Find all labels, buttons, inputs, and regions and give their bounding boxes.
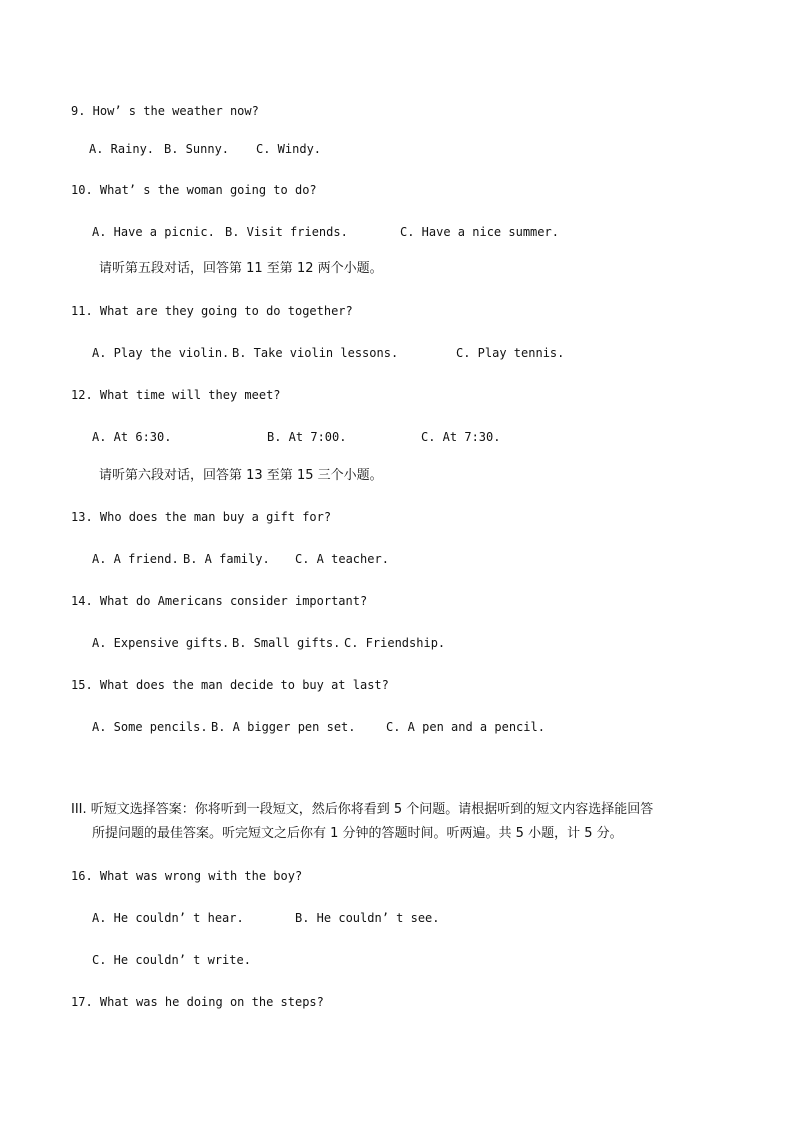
options-9 (0, 141, 794, 157)
option-16c: C. He couldn’ t write. (92, 953, 251, 967)
option-12a: A. At 6:30. (92, 430, 172, 444)
option-14b: B. Small gifts. (232, 636, 341, 650)
option-15c: C. A pen and a pencil. (386, 720, 545, 734)
option-12b: B. At 7:00. (267, 430, 347, 444)
question-16: 16. What was wrong with the boy? (71, 869, 303, 883)
options-11 (0, 345, 794, 361)
option-10c: C. Have a nice summer. (400, 225, 559, 239)
question-15: 15. What does the man decide to buy at last? (71, 678, 389, 692)
option-15a: A. Some pencils. (92, 720, 208, 734)
option-9c: C. Windy. (256, 142, 322, 156)
option-16b: B. He couldn’ t see. (295, 911, 440, 925)
question-10: 10. What’ s the woman going to do? (71, 183, 317, 197)
options-13 (0, 551, 794, 567)
option-11a: A. Play the violin. (92, 346, 230, 360)
option-16a: A. He couldn’ t hear. (92, 911, 244, 925)
option-13c: C. A teacher. (295, 552, 389, 566)
option-9b: B. Sunny. (164, 142, 230, 156)
option-14a: A. Expensive gifts. (92, 636, 230, 650)
instruction-dialog-5: 请听第五段对话，回答第 11 至第 12 两个小题。 (99, 261, 383, 276)
section-3-instruction-line-1: III. 听短文选择答案：你将听到一段短文，然后你将看到 5 个问题。请根据听到的短文内容选择能回答 (71, 802, 654, 817)
option-12c: C. At 7:30. (421, 430, 501, 444)
options-16 (0, 910, 794, 926)
option-10a: A. Have a picnic. (92, 225, 215, 239)
options-15 (0, 719, 794, 735)
options-14 (0, 635, 794, 651)
question-11: 11. What are they going to do together? (71, 304, 353, 318)
options-12 (0, 429, 794, 445)
question-14: 14. What do Americans consider important? (71, 594, 368, 608)
option-15b: B. A bigger pen set. (211, 720, 356, 734)
question-13: 13. Who does the man buy a gift for? (71, 510, 332, 524)
options-10 (0, 224, 794, 240)
question-17: 17. What was he doing on the steps? (71, 995, 324, 1009)
option-13b: B. A family. (183, 552, 270, 566)
option-9a: A. Rainy. (89, 142, 155, 156)
option-14c: C. Friendship. (344, 636, 446, 650)
section-3-instruction-line-2: 所提问题的最佳答案。听完短文之后你有 1 分钟的答题时间。听两遍。共 5 小题，计 5 分。 (92, 826, 623, 841)
option-11c: C. Play tennis. (456, 346, 565, 360)
question-12: 12. What time will they meet? (71, 388, 281, 402)
question-9: 9. How’ s the weather now? (71, 104, 259, 118)
option-13a: A. A friend. (92, 552, 179, 566)
option-10b: B. Visit friends. (225, 225, 348, 239)
option-11b: B. Take violin lessons. (232, 346, 399, 360)
instruction-dialog-6: 请听第六段对话，回答第 13 至第 15 三个小题。 (99, 468, 383, 483)
